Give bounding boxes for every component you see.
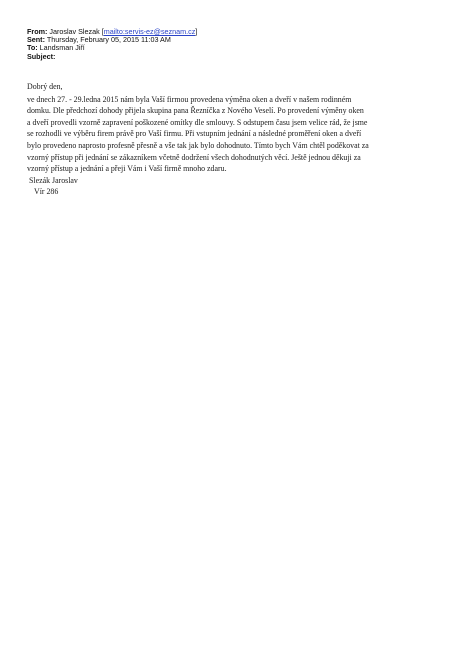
from-label: From: [27, 27, 48, 36]
letter-line: a dveří provedli vzorně zapravení poškozené omítky dle smlouvy. S odstupem času jsem velice rád, že jsme [27, 117, 368, 127]
from-name: Jaroslav Slezak [49, 27, 100, 36]
letter-line: vzorný přístup a jednání a přeji Vám i Vaší firmě mnoho zdaru. [27, 164, 227, 174]
from-email-link[interactable]: mailto:servis-ez@seznam.cz [103, 27, 196, 36]
sent-value: Thursday, February 05, 2015 11:03 AM [46, 35, 171, 45]
email-header [27, 28, 447, 61]
signature-place: Vír 286 [34, 187, 59, 197]
letter-greeting: Dobrý den, [27, 82, 63, 91]
subject-label: Subject: [27, 51, 56, 61]
from-bracket-close: ] [195, 27, 198, 36]
letter-line: ve dnech 27. - 29.ledna 2015 nám byla Vaší firmou provedena výměna oken a dveří v našem rodinném [27, 94, 352, 104]
letter-line: se rozhodli ve výběru firem právě pro Vaší firmu. Při vstupním jednání a následné proměření oken a dveří [27, 129, 362, 139]
to-line [27, 44, 447, 52]
to-label: To: [27, 43, 38, 53]
letter-line: vzorný přístup při jednání se zákazníkem včetně dodržení všech dohodnutých věcí. Ještě jednou děkuji za [27, 152, 361, 162]
letter-line: domku. Dle předchozí dohody přijela skupina pana Řezníčka z Nového Veselí. Po provedení výměny oken [27, 106, 364, 116]
signature-name: Slezák Jaroslav [29, 175, 78, 185]
letter-body [27, 81, 447, 198]
letter-line: bylo provedeno naprosto profesně přesně a vše tak jak bylo dohodnuto. Tímto bych Vám chtěl poděkovat za [27, 140, 369, 150]
sent-label: Sent: [27, 35, 45, 45]
sent-line [27, 36, 447, 44]
subject-line [27, 53, 447, 61]
to-value: Landsman Jiří [39, 43, 85, 53]
from-bracket-open: [ [101, 27, 104, 36]
